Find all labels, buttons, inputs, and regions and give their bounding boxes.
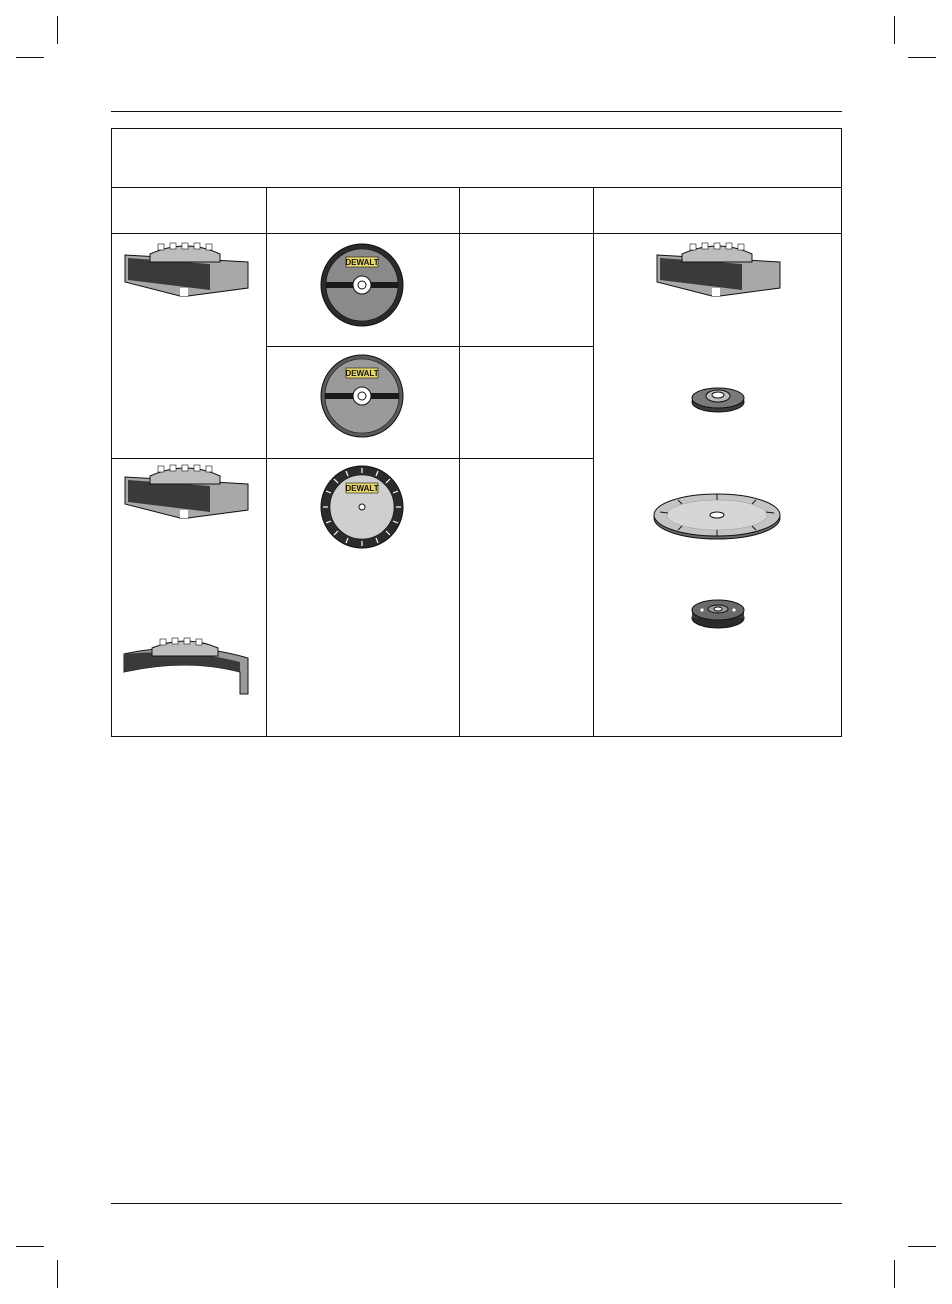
crop-mark-bl-h xyxy=(16,1246,44,1247)
dewalt-logo-3: DEWALT xyxy=(345,484,379,493)
caption-divider xyxy=(112,187,841,188)
crop-mark-tr-h xyxy=(908,57,936,58)
crop-mark-tr-v xyxy=(894,16,895,44)
cutting-wheel-image xyxy=(320,243,404,327)
guard-image-2 xyxy=(120,462,252,522)
crop-mark-br-v xyxy=(894,1260,895,1288)
backing-flange-image xyxy=(690,384,746,414)
crop-mark-tl-v xyxy=(57,16,58,44)
dewalt-logo-2: DEWALT xyxy=(345,369,379,378)
diamond-blade-image xyxy=(652,490,782,542)
row-divider-1 xyxy=(267,346,593,347)
guard-image-3 xyxy=(120,632,252,696)
clamp-nut-image xyxy=(690,596,746,632)
footer-rule xyxy=(111,1203,842,1204)
diamond-wheel-image xyxy=(320,465,404,549)
col-divider-1 xyxy=(266,187,267,736)
col-divider-2 xyxy=(459,187,460,736)
header-divider xyxy=(112,233,841,234)
crop-mark-tl-h xyxy=(16,57,44,58)
assembly-guard-image xyxy=(652,240,784,302)
guard-image-1 xyxy=(120,240,252,300)
crop-mark-br-h xyxy=(908,1246,936,1247)
crop-mark-bl-v xyxy=(57,1260,58,1288)
grinding-wheel-image xyxy=(320,354,404,438)
dewalt-logo-1: DEWALT xyxy=(345,258,379,267)
col-divider-3 xyxy=(593,187,594,736)
header-rule xyxy=(111,111,842,112)
row-divider-2 xyxy=(112,458,593,459)
